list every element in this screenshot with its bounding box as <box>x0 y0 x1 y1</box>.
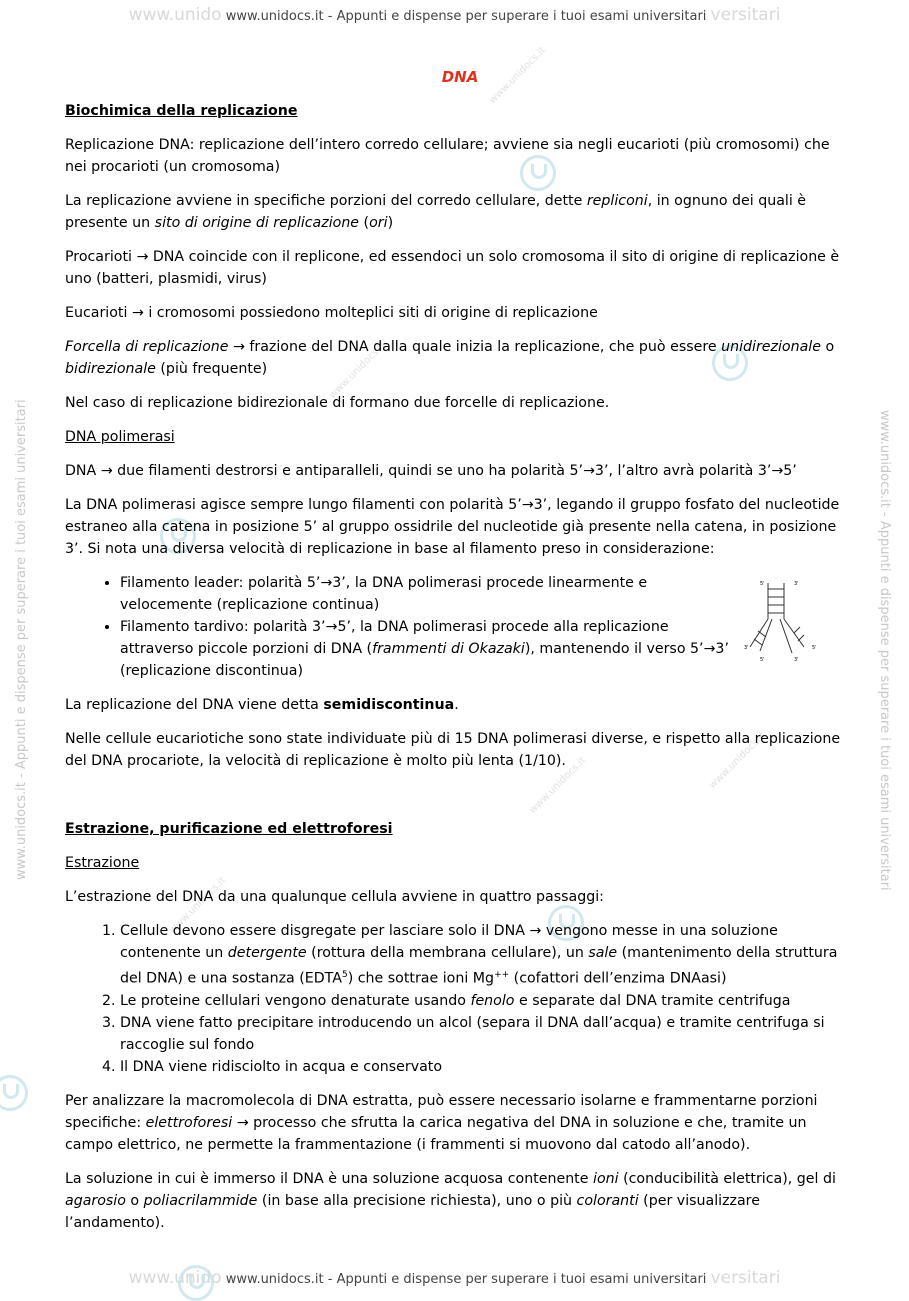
figure-label: 3' <box>794 581 799 587</box>
paragraph-eucarioti: Eucarioti → i cromosomi possiedono molteplici siti di origine di replicazione <box>65 305 598 321</box>
figure-label: 3' <box>744 645 749 651</box>
paragraph-soluzione: La soluzione in cui è immerso il DNA è una soluzione acquosa contenente ioni (conducibilità elettrica), gel di agarosio o poliacrilammide (in base alla precisione richiesta), uno o più coloranti (per visualizzare l’andamento). <box>65 1170 836 1231</box>
figure-label: 5' <box>812 645 817 651</box>
paragraph-forcella: Forcella di replicazione → frazione del DNA dalla quale inizia la replicazione, che può essere unidirezionale o bidirezionale (più frequente) <box>65 339 835 377</box>
list-filamenti <box>65 572 735 682</box>
section-heading-estrazione: Estrazione, purificazione ed elettroforesi <box>65 821 393 837</box>
watermark-diagonal: www.unidocs.it <box>167 874 229 937</box>
paragraph-elettroforesi: Per analizzare la macromolecola di DNA estratta, può essere necessario isolarne e frammentarne porzioni specifiche: elettroforesi → processo che sfrutta la carica negativa del DNA in soluzione e che, tramite un campo elettrico, ne permette la frammentazione (i frammenti si muovono dal catodo all’anodo). <box>65 1092 818 1153</box>
paragraph-procarioti: Procarioti → DNA coincide con il replicone, ed essendoci un solo cromosoma il sito di origine di replicazione è uno (batteri, plasmidi, virus) <box>65 249 840 287</box>
section-heading-replicazione: Biochimica della replicazione <box>65 103 298 119</box>
paragraph-eucariotiche: Nelle cellule eucariotiche sono state individuate più di 15 DNA polimerasi diverse, e rispetto alla replicazione del DNA procariote, la velocità di replicazione è molto più lenta (1/10). <box>65 731 841 769</box>
watermark-diagonal: www.unidocs.it <box>327 339 389 402</box>
watermark-footer-ghost-left: www.unido <box>128 1268 222 1288</box>
watermark-header <box>0 5 909 25</box>
watermark-header-text: www.unidocs.it - Appunti e dispense per superare i tuoi esami universitari <box>225 9 707 24</box>
list-item: 2. Le proteine cellulari vengono denaturate usando fenolo e separate dal DNA tramite centrifuga <box>120 990 855 1012</box>
figure-label: 5' <box>760 581 765 587</box>
watermark-footer-ghost-right: versitari <box>710 1268 781 1288</box>
figure-label: 5' <box>760 657 765 663</box>
paragraph-repliconi: La replicazione avviene in specifiche porzioni del corredo cellulare, dette repliconi, in ognuno dei quali è presente un sito di origine di replicazione (ori) <box>65 193 807 231</box>
paragraph-estrazione: L’estrazione del DNA da una qualunque cellula avviene in quattro passaggi: <box>65 889 604 905</box>
watermark-footer <box>0 1268 909 1288</box>
watermark-logo-icon <box>178 1265 214 1301</box>
watermark-ghost-right: versitari <box>710 5 781 25</box>
replication-fork-figure <box>742 575 834 665</box>
watermark-diagonal: www.unidocs.it <box>707 729 769 792</box>
paragraph-semidiscontinua: La replicazione del DNA viene detta semidiscontinua. <box>65 697 459 713</box>
watermark-diagonal: www.unidocs.it <box>527 754 589 817</box>
paragraph-antiparalleli: DNA → due filamenti destrorsi e antiparalleli, quindi se uno ha polarità 5’→3’, l’altro avrà polarità 3’→5’ <box>65 463 797 479</box>
list-item: • Filamento tardivo: polarità 3’→5’, la DNA polimerasi procede alla replicazione attraverso piccole porzioni di DNA (frammenti di Okazaki), mantenendo il verso 5’→3’ (replicazione discontinua) <box>120 616 735 682</box>
list-item: 3. DNA viene fatto precipitare introducendo un alcol (separa il DNA dall’acqua) e tramite centrifuga si raccoglie sul fondo <box>120 1012 855 1056</box>
watermark-side-right: www.unidocs.it - Appunti e dispense per superare i tuoi esami universitari <box>877 410 892 891</box>
watermark-footer-text: www.unidocs.it - Appunti e dispense per superare i tuoi esami universitari <box>225 1272 707 1287</box>
subheading-dna-polimerasi: DNA polimerasi <box>65 429 175 445</box>
watermark-logo-icon <box>0 1075 28 1111</box>
list-item: 1. Cellule devono essere disgregate per lasciare solo il DNA → vengono messe in una soluzione contenente un detergente (rottura della membrana cellulare), un sale (mantenimento della struttura del DNA) e una sostanza (EDTA$^5$) che sottrae ioni Mg++ (cofattori dell’enzima DNAasi) <box>120 920 855 990</box>
figure-label: 3' <box>794 657 799 663</box>
watermark-side-left: www.unidocs.it - Appunti e dispense per superare i tuoi esami universitari <box>14 399 29 880</box>
page-title: DNA <box>441 68 479 86</box>
list-item: • Filamento leader: polarità 5’→3’, la DNA polimerasi procede linearmente e velocemente (replicazione continua) <box>120 572 735 616</box>
paragraph-replicazione: Replicazione DNA: replicazione dell’intero corredo cellulare; avviene sia negli eucarioti (più cromosomi) che nei procarioti (un cromosoma) <box>65 137 830 175</box>
paragraph-bidirezionale: Nel caso di replicazione bidirezionale di formano due forcelle di replicazione. <box>65 395 610 411</box>
paragraph-polimerasi: La DNA polimerasi agisce sempre lungo filamenti con polarità 5’→3’, legando il gruppo fosfato del nucleotide estraneo alla catena in posizione 5’ al gruppo ossidrile del nucleotide già presente nella catena, in posizione 3’. Si nota una diversa velocità di replicazione in base al filamento preso in considerazione: <box>65 497 840 557</box>
list-passaggi <box>65 920 855 1078</box>
watermark-diagonal: www.unidocs.it <box>487 44 549 107</box>
subheading-estrazione: Estrazione <box>65 855 140 871</box>
list-item: 4. Il DNA viene ridisciolto in acqua e conservato <box>120 1056 855 1078</box>
watermark-ghost-left: www.unido <box>128 5 222 25</box>
document-body <box>65 66 855 1246</box>
